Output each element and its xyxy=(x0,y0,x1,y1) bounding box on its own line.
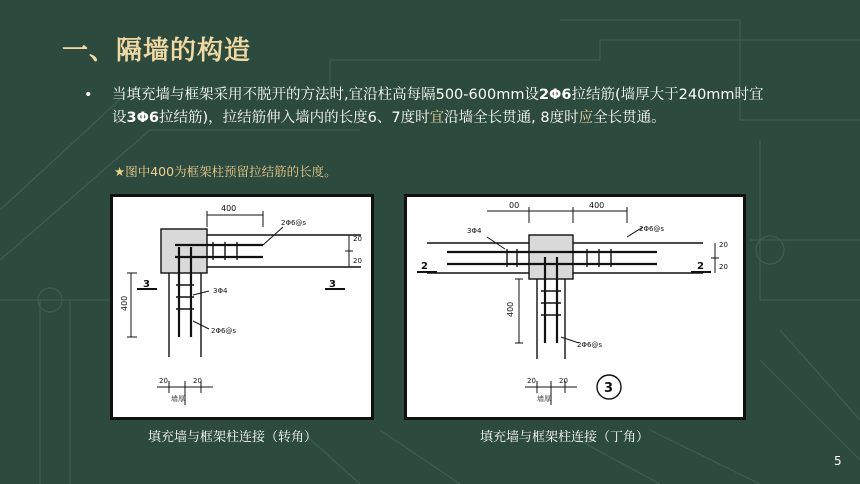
text-highlight: 宜 xyxy=(429,110,445,126)
text-seg: 拉结筋(墙厚大于240mm时宜设 xyxy=(112,87,764,126)
dim-bottom-left: 20 xyxy=(527,377,536,385)
section-label-left: 2 xyxy=(421,261,428,272)
dim-top: 400 xyxy=(589,201,605,210)
bar-label-top: 2Φ6@s xyxy=(281,219,307,227)
dim-side: 400 xyxy=(506,301,515,317)
dim-20-a: 20 xyxy=(719,241,728,249)
bullet-text xyxy=(88,84,778,130)
note-text: ★图中400为框架柱预留拉结筋的长度。 xyxy=(114,164,337,179)
caption-right: 填充墙与框架柱连接（丁角） xyxy=(480,430,650,445)
dim-20-a: 20 xyxy=(353,235,362,243)
section-label-right: 2 xyxy=(697,261,704,272)
dim-20-b: 20 xyxy=(353,257,362,265)
text-seg: 沿墙全长贯通, 8度时 xyxy=(444,110,579,126)
bullet-marker: • xyxy=(84,87,93,103)
text-seg: 当填充墙与框架采用不脱开的方法时,宜沿柱高每隔500-600mm设 xyxy=(112,87,539,103)
bar-label-bottom: 2Φ6@s xyxy=(211,327,237,335)
bar-label-right: 2Φ6@s xyxy=(639,225,665,233)
caption-left: 填充墙与框架柱连接（转角） xyxy=(148,430,318,445)
bullet-paragraph xyxy=(84,84,778,130)
dim-bottom-left: 20 xyxy=(159,377,168,385)
wall-thickness-label: 墙厚 xyxy=(171,395,185,403)
dim-side: 400 xyxy=(120,295,129,311)
text-seg: 拉结筋)，拉结筋伸入墙内的长度6、7度时 xyxy=(159,110,430,126)
text-highlight: 应 xyxy=(578,110,594,126)
text-emphasis: 3Φ6 xyxy=(126,110,160,126)
dim-20-b: 20 xyxy=(719,263,728,271)
column-shape xyxy=(161,229,207,273)
text-emphasis: 2Φ6 xyxy=(538,87,572,103)
bar-label-mid: 3Φ4 xyxy=(213,287,228,295)
bar-label-bottom: 2Φ6@s xyxy=(577,341,603,349)
detail-number: 3 xyxy=(604,381,614,396)
figure-t-connection xyxy=(404,194,746,420)
dim-top-left: 00 xyxy=(509,201,520,210)
figure-corner-connection xyxy=(110,194,374,420)
text-seg: 全长贯通。 xyxy=(593,110,666,126)
section-label-left: 3 xyxy=(143,279,150,290)
page-number: 5 xyxy=(834,454,842,468)
dim-top: 400 xyxy=(221,204,237,213)
bar-label-left: 3Φ4 xyxy=(467,227,482,235)
column-shape xyxy=(529,235,573,279)
dim-bottom-right: 20 xyxy=(559,377,568,385)
page-title: 一、隔墙的构造 xyxy=(62,36,252,66)
section-label-right: 3 xyxy=(329,279,336,290)
dim-bottom-right: 20 xyxy=(193,377,202,385)
wall-thickness-label: 墙厚 xyxy=(537,395,551,403)
